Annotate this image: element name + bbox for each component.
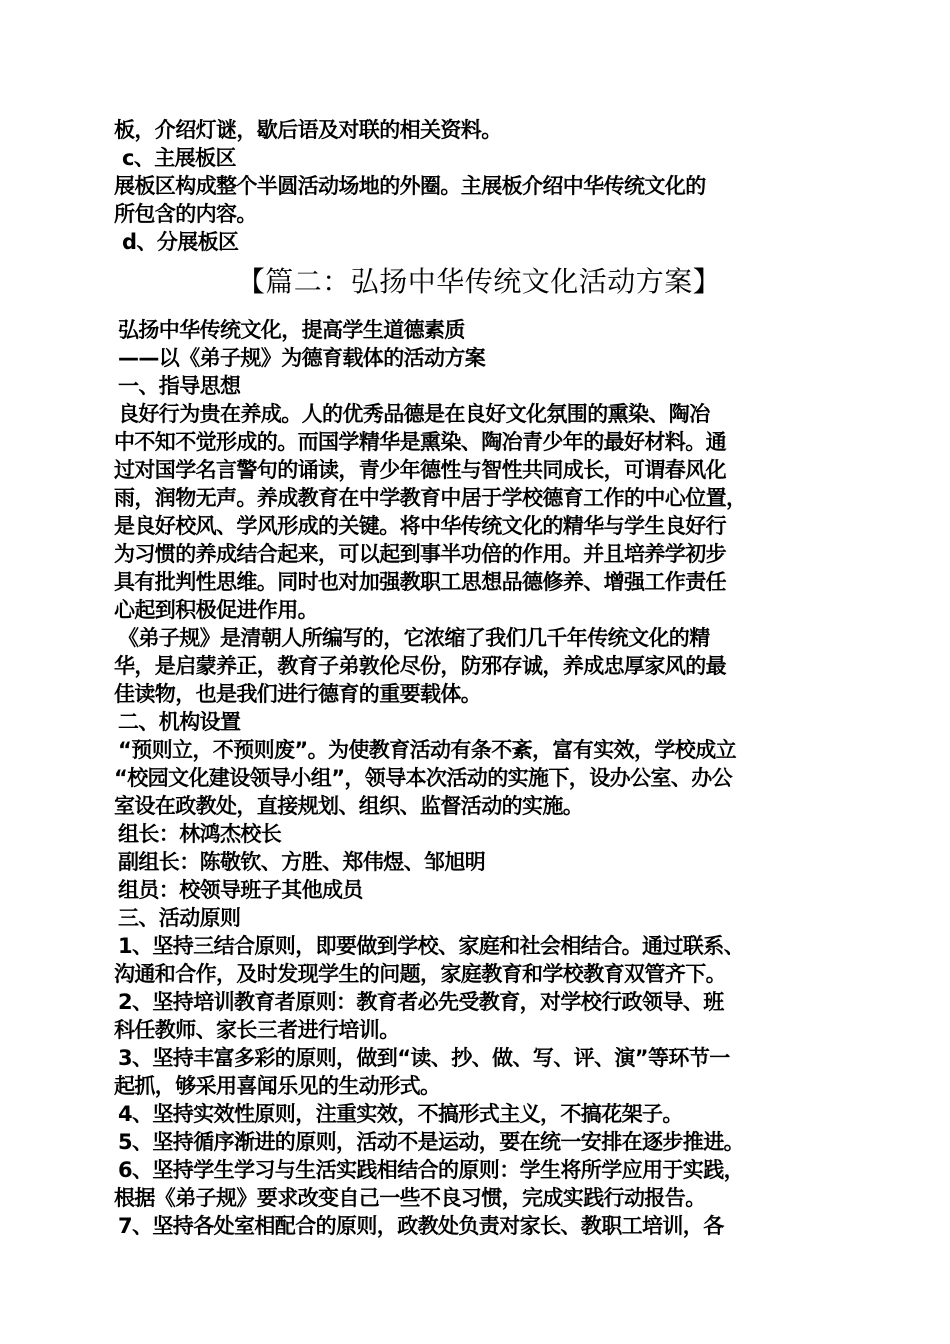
text-line: 展板区构成整个半圆活动场地的外圈。主展板介绍中华传统文化的 — [114, 174, 706, 198]
principle-line: 科任教师、家长三者进行培训。 — [114, 1018, 400, 1042]
paragraph-line: 是良好校风、学风形成的关键。将中华传统文化的精华与学生良好行 — [114, 514, 726, 538]
subtitle: 弘扬中华传统文化，提高学生道德素质 — [118, 318, 465, 342]
subtitle: ——以《弟子规》为德育载体的活动方案 — [118, 346, 486, 370]
group-members: 组员：校领导班子其他成员 — [118, 878, 363, 902]
text-line: 所包含的内容。 — [114, 202, 257, 226]
principle-line: 2、坚持培训教育者原则：教育者必先受教育，对学校行政领导、班 — [118, 990, 724, 1014]
group-vice-leaders: 副组长：陈敬钦、方胜、郑伟煜、邹旭明 — [118, 850, 486, 874]
principle-line: 3、坚持丰富多彩的原则，做到“读、抄、做、写、评、演”等环节一 — [118, 1046, 730, 1070]
principle-line: 5、坚持循序渐进的原则，活动不是运动，要在统一安排在逐步推进。 — [118, 1130, 745, 1154]
paragraph-line: 佳读物，也是我们进行德育的重要载体。 — [114, 682, 482, 706]
section-heading: 三、活动原则 — [118, 906, 241, 930]
paragraph-line: 过对国学名言警句的诵读，青少年德性与智性共同成长，可谓春风化 — [114, 458, 726, 482]
section-heading-c: c、主展板区 — [122, 146, 236, 170]
document-page — [114, 116, 844, 1240]
paragraph-line: 室设在政教处，直接规划、组织、监督活动的实施。 — [114, 794, 584, 818]
paragraph-line: “校园文化建设领导小组”，领导本次活动的实施下，设办公室、办公 — [114, 766, 733, 790]
principle-line: 6、坚持学生学习与生活实践相结合的原则：学生将所学应用于实践， — [118, 1158, 745, 1182]
paragraph-line: 具有批判性思维。同时也对加强教职工思想品德修养、增强工作责任 — [114, 570, 726, 594]
section-heading: 二、机构设置 — [118, 710, 241, 734]
paragraph-line: 雨，润物无声。养成教育在中学教育中居于学校德育工作的中心位置， — [114, 486, 747, 510]
article-title: 【篇二：弘扬中华传统文化活动方案】 — [236, 265, 722, 298]
paragraph-line: 华，是启蒙养正，教育子弟敦伦尽份，防邪存诚，养成忠厚家风的最 — [114, 654, 726, 678]
group-leader: 组长：林鸿杰校长 — [118, 822, 282, 846]
paragraph-line: 中不知不觉形成的。而国学精华是熏染、陶冶青少年的最好材料。通 — [114, 430, 726, 454]
paragraph-line: 《弟子规》是清朝人所编写的，它浓缩了我们几千年传统文化的精 — [118, 626, 710, 650]
principle-line: 7、坚持各处室相配合的原则，政教处负责对家长、教职工培训，各 — [118, 1214, 724, 1238]
paragraph-line: 良好行为贵在养成。人的优秀品德是在良好文化氛围的熏染、陶冶 — [118, 402, 710, 426]
paragraph-line: “预则立，不预则废”。为使教育活动有条不紊，富有实效，学校成立 — [118, 738, 737, 762]
paragraph-line: 心起到积极促进作用。 — [114, 598, 318, 622]
principle-line: 沟通和合作，及时发现学生的问题，家庭教育和学校教育双管齐下。 — [114, 962, 726, 986]
section-heading: 一、指导思想 — [118, 374, 241, 398]
principle-line: 根据《弟子规》要求改变自己一些不良习惯，完成实践行动报告。 — [114, 1186, 706, 1210]
principle-line: 起抓，够采用喜闻乐见的生动形式。 — [114, 1074, 441, 1098]
paragraph-line: 为习惯的养成结合起来，可以起到事半功倍的作用。并且培养学初步 — [114, 542, 726, 566]
text-line: 板，介绍灯谜，歇后语及对联的相关资料。 — [114, 118, 502, 142]
principle-line: 1、坚持三结合原则，即要做到学校、家庭和社会相结合。通过联系、 — [118, 934, 745, 958]
section-heading-d: d、分展板区 — [122, 230, 239, 254]
principle-line: 4、坚持实效性原则，注重实效，不搞形式主义，不搞花架子。 — [118, 1102, 683, 1126]
